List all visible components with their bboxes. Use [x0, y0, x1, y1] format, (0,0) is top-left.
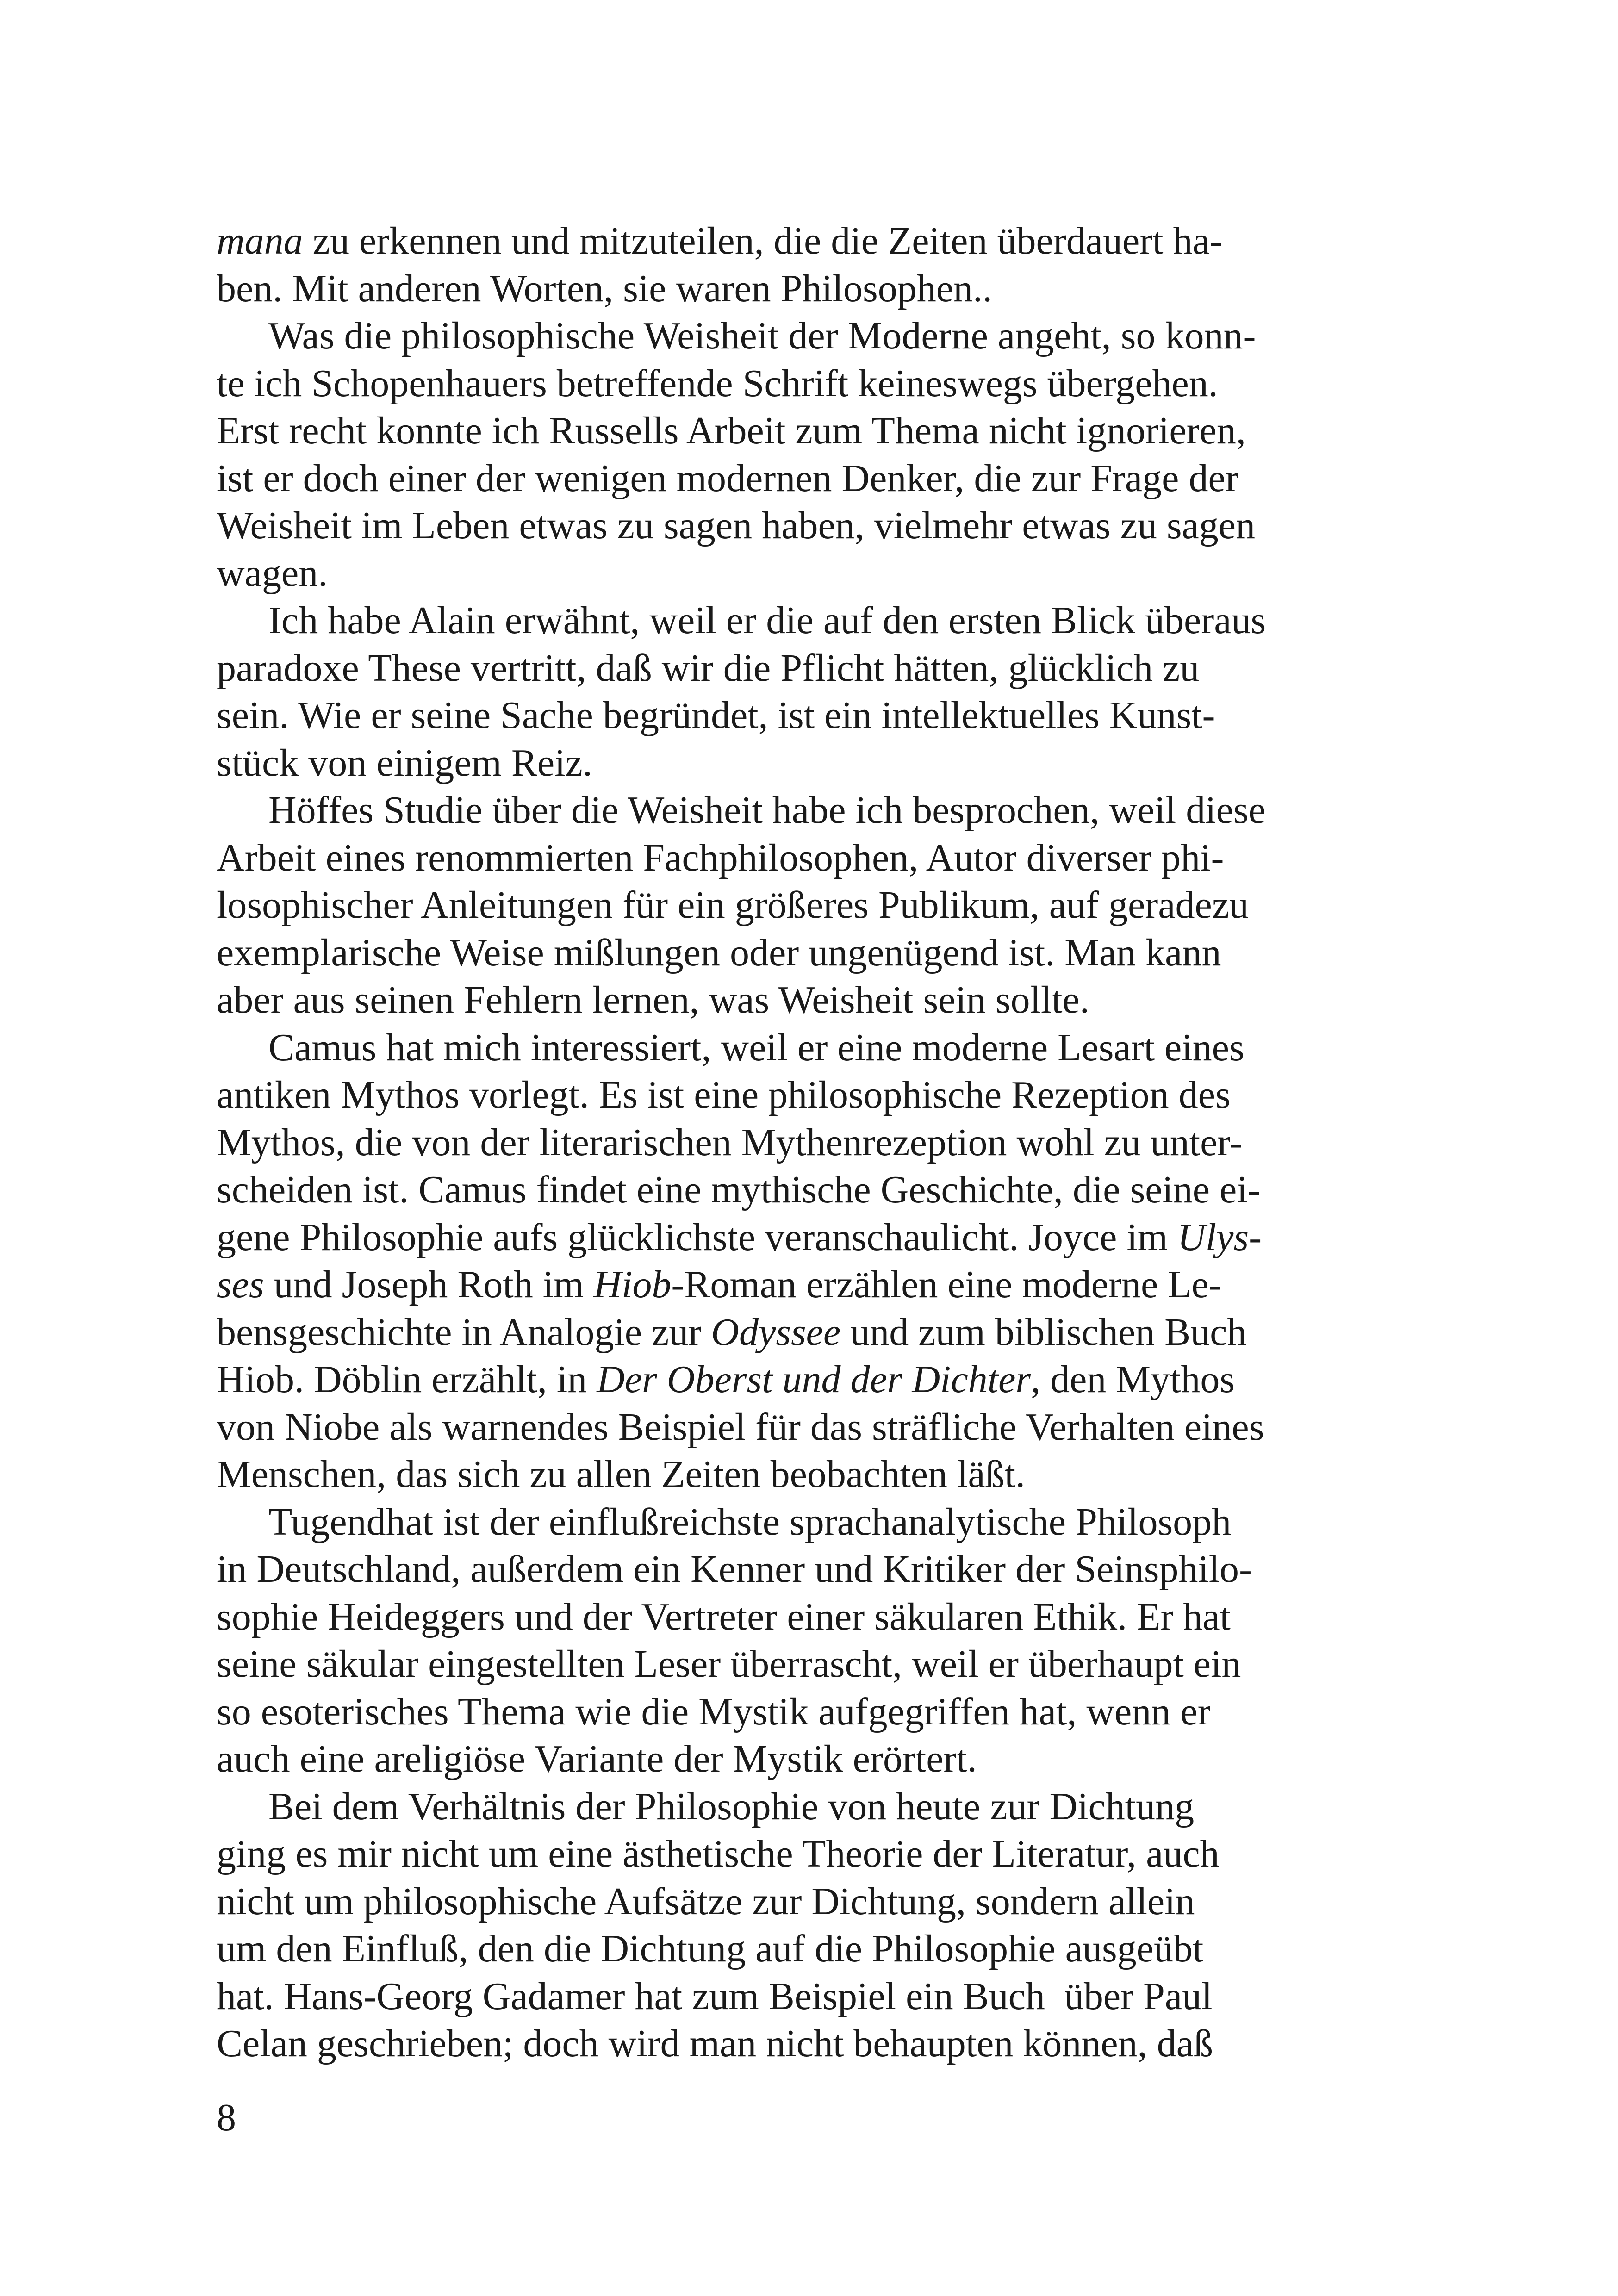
text-line — [217, 1309, 1401, 1356]
text-line — [217, 929, 1401, 977]
paragraph — [217, 1783, 1401, 2068]
text-run: , den Mythos — [1031, 1358, 1235, 1401]
text-line — [217, 455, 1401, 503]
text-run: auch eine areligiöse Variante der Mystik erörtert. — [217, 1737, 977, 1780]
text-line — [217, 360, 1401, 408]
text-line — [217, 1878, 1401, 1926]
text-run: bensgeschichte in Analogie zur — [217, 1310, 711, 1354]
text-run: ging es mir nicht um eine ästhetische Theorie der Literatur, auch — [217, 1832, 1220, 1875]
text-line — [217, 265, 1401, 313]
text-run: scheiden ist. Camus findet eine mythische Geschichte, die seine ei- — [217, 1168, 1261, 1211]
text-line — [217, 1499, 1401, 1546]
paragraph — [217, 787, 1401, 1024]
paragraph — [217, 312, 1401, 597]
text-line — [217, 1071, 1401, 1119]
paragraph — [217, 1499, 1401, 1783]
italic-text: Odyssee — [711, 1310, 841, 1354]
text-line — [217, 1830, 1401, 1878]
paragraph — [217, 1024, 1401, 1499]
text-line — [217, 312, 1401, 360]
text-run: Erst recht konnte ich Russells Arbeit zum Thema nicht ignorieren, — [217, 409, 1246, 452]
text-line — [217, 1024, 1401, 1072]
text-line — [217, 1356, 1401, 1404]
text-line — [217, 218, 1401, 265]
text-run: Menschen, das sich zu allen Zeiten beobachten läßt. — [217, 1453, 1026, 1496]
text-run: Mythos, die von der literarischen Mythenrezeption wohl zu unter- — [217, 1120, 1243, 1164]
text-line — [217, 1404, 1401, 1451]
text-line — [217, 882, 1401, 929]
text-run: hat. Hans-Georg Gadamer hat zum Beispiel ein Buch über Paul — [217, 1974, 1213, 2018]
text-line — [217, 1736, 1401, 1783]
page-number: 8 — [217, 2096, 236, 2139]
text-line — [217, 977, 1401, 1024]
text-run: exemplarische Weise mißlungen oder ungenügend ist. Man kann — [217, 931, 1221, 974]
text-run: paradoxe These vertritt, daß wir die Pflicht hätten, glücklich zu — [217, 646, 1200, 690]
text-run: Bei dem Verhältnis der Philosophie von heute zur Dichtung — [268, 1785, 1195, 1828]
text-line — [217, 550, 1401, 597]
text-line — [217, 834, 1401, 882]
text-run: ist er doch einer der wenigen modernen Denker, die zur Frage der — [217, 456, 1238, 500]
text-run: sophie Heideggers und der Vertreter einer säkularen Ethik. Er hat — [217, 1595, 1231, 1638]
italic-text: ses — [217, 1263, 264, 1306]
text-line — [217, 597, 1401, 645]
text-line — [217, 692, 1401, 740]
text-line — [217, 1925, 1401, 1973]
text-run: te ich Schopenhauers betreffende Schrift keineswegs übergehen. — [217, 361, 1218, 405]
text-line — [217, 1546, 1401, 1593]
text-line — [217, 407, 1401, 455]
text-run: Hiob. Döblin erzählt, in — [217, 1358, 597, 1401]
text-line — [217, 2020, 1401, 2068]
text-line — [217, 645, 1401, 692]
text-run: Ich habe Alain erwähnt, weil er die auf den ersten Blick überaus — [268, 599, 1266, 642]
text-line — [217, 787, 1401, 834]
text-run: von Niobe als warnendes Beispiel für das sträfliche Verhalten eines — [217, 1405, 1264, 1449]
italic-text: Hiob — [593, 1263, 672, 1306]
text-run: wagen. — [217, 551, 328, 595]
text-line — [217, 740, 1401, 787]
text-run: in Deutschland, außerdem ein Kenner und Kritiker der Seinsphilo- — [217, 1548, 1252, 1591]
italic-text: Ulys- — [1177, 1215, 1262, 1259]
text-run: zu erkennen und mitzuteilen, die die Zeiten überdauert ha- — [303, 219, 1223, 262]
text-run: gene Philosophie aufs glücklichste veranschaulicht. Joyce im — [217, 1215, 1178, 1259]
text-run: stück von einigem Reiz. — [217, 741, 592, 784]
text-run: losophischer Anleitungen für ein größeres Publikum, auf geradezu — [217, 884, 1249, 927]
text-line — [217, 1783, 1401, 1831]
text-run: sein. Wie er seine Sache begründet, ist ein intellektuelles Kunst- — [217, 694, 1215, 737]
text-run: Weisheit im Leben etwas zu sagen haben, vielmehr etwas zu sagen — [217, 504, 1256, 547]
text-run: antiken Mythos vorlegt. Es ist eine philosophische Rezeption des — [217, 1073, 1231, 1116]
text-line — [217, 1166, 1401, 1214]
text-line — [217, 1119, 1401, 1167]
text-line — [217, 1641, 1401, 1688]
text-run: ben. Mit anderen Worten, sie waren Philosophen.. — [217, 267, 992, 310]
text-run: so esoterisches Thema wie die Mystik aufgegriffen hat, wenn er — [217, 1690, 1211, 1733]
text-run: -Roman erzählen eine moderne Le- — [671, 1263, 1222, 1306]
text-run: Was die philosophische Weisheit der Moderne angeht, so konn- — [268, 314, 1256, 357]
text-line — [217, 502, 1401, 550]
paragraph — [217, 597, 1401, 787]
text-run: um den Einfluß, den die Dichtung auf die Philosophie ausgeübt — [217, 1927, 1204, 1970]
text-run: seine säkular eingestellten Leser überrascht, weil er überhaupt ein — [217, 1643, 1241, 1686]
text-run: Tugendhat ist der einflußreichste sprachanalytische Philosoph — [268, 1500, 1232, 1543]
text-run: Camus hat mich interessiert, weil er eine moderne Lesart eines — [268, 1026, 1245, 1069]
paragraph — [217, 218, 1401, 312]
text-line — [217, 1593, 1401, 1641]
text-line — [217, 1451, 1401, 1499]
text-line — [217, 1973, 1401, 2021]
text-line — [217, 1214, 1401, 1262]
italic-text: mana — [217, 219, 303, 262]
italic-text: Der Oberst und der Dichter — [597, 1358, 1031, 1401]
body-text — [217, 218, 1401, 2068]
text-line — [217, 1688, 1401, 1736]
text-run: Arbeit eines renommierten Fachphilosophen, Autor diverser phi- — [217, 836, 1224, 879]
text-run: aber aus seinen Fehlern lernen, was Weisheit sein sollte. — [217, 978, 1089, 1021]
text-run: Höffes Studie über die Weisheit habe ich besprochen, weil diese — [268, 789, 1266, 832]
text-run: und zum biblischen Buch — [840, 1310, 1247, 1354]
text-run: nicht um philosophische Aufsätze zur Dichtung, sondern allein — [217, 1879, 1195, 1923]
text-run: und Joseph Roth im — [264, 1263, 594, 1306]
text-line — [217, 1261, 1401, 1309]
text-run: Celan geschrieben; doch wird man nicht behaupten können, daß — [217, 2022, 1213, 2065]
